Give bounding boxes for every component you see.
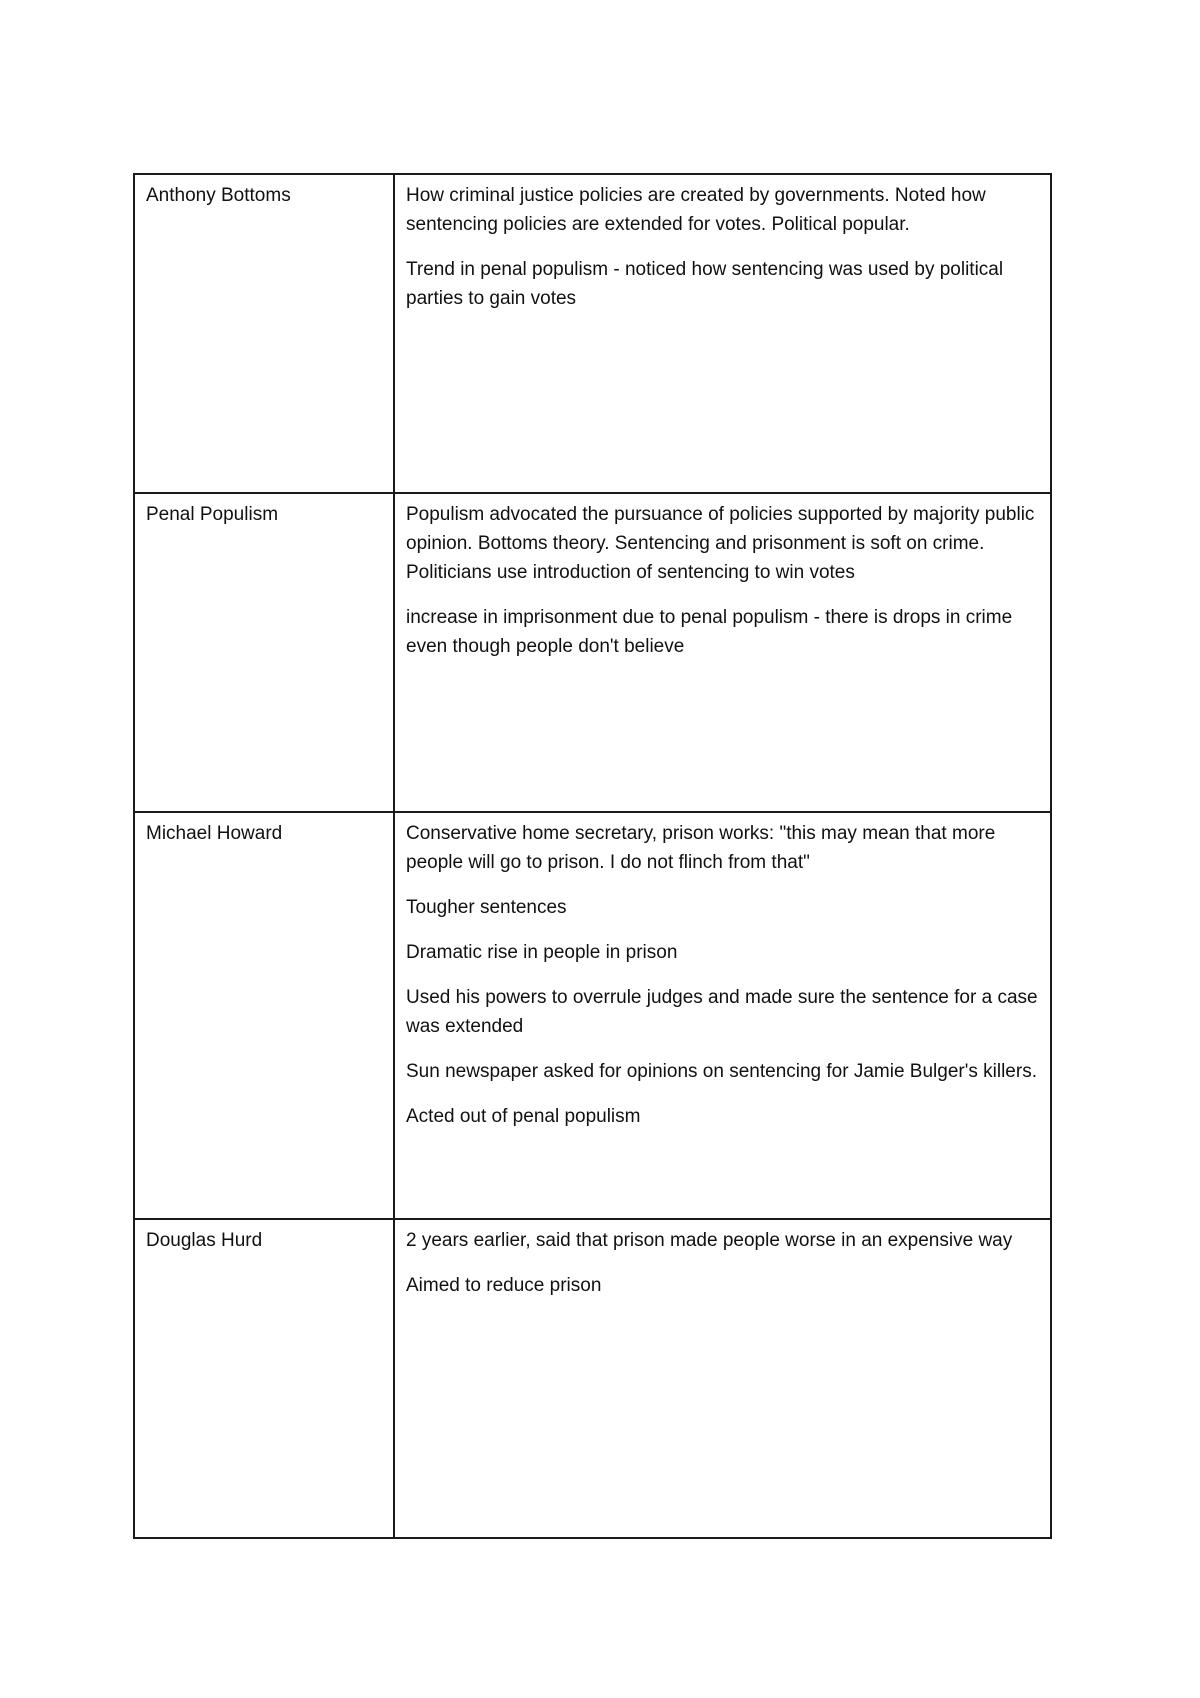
description-paragraph: How criminal justice policies are created by governments. Noted how sentencing policies are extended for votes. Political popular. [406, 185, 986, 235]
description-cell [394, 1219, 1051, 1538]
term-cell [134, 812, 394, 1219]
notes-table [133, 173, 1052, 1539]
description-paragraph: Populism advocated the pursuance of policies supported by majority public opinion. Bottoms theory. Sentencing and prisonment is soft on crime. Politicians use introduction of sentencing to win votes [406, 504, 1035, 583]
description-paragraph: Acted out of penal populism [406, 1106, 641, 1127]
description-paragraph: Tougher sentences [406, 897, 567, 918]
table-row [134, 1219, 1051, 1538]
term-cell [134, 1219, 394, 1538]
table-row [134, 493, 1051, 812]
table-row [134, 174, 1051, 493]
table-row [134, 812, 1051, 1219]
term-label: Douglas Hurd [146, 1230, 263, 1251]
term-label: Penal Populism [146, 504, 279, 525]
description-paragraph: 2 years earlier, said that prison made people worse in an expensive way [406, 1230, 1013, 1251]
term-cell [134, 174, 394, 493]
description-cell [394, 493, 1051, 812]
term-label: Anthony Bottoms [146, 185, 291, 206]
description-cell [394, 812, 1051, 1219]
description-paragraph: Used his powers to overrule judges and made sure the sentence for a case was extended [406, 987, 1038, 1037]
description-paragraph: Sun newspaper asked for opinions on sentencing for Jamie Bulger's killers. [406, 1061, 1037, 1082]
description-paragraph: increase in imprisonment due to penal populism - there is drops in crime even though people don't believe [406, 607, 1013, 657]
description-cell [394, 174, 1051, 493]
description-paragraph: Trend in penal populism - noticed how sentencing was used by political parties to gain votes [406, 259, 1004, 309]
description-paragraph: Dramatic rise in people in prison [406, 942, 678, 963]
description-paragraph: Conservative home secretary, prison works: "this may mean that more people will go to prison. I do not flinch from that" [406, 823, 996, 873]
description-paragraph: Aimed to reduce prison [406, 1275, 602, 1296]
term-cell [134, 493, 394, 812]
term-label: Michael Howard [146, 823, 283, 844]
